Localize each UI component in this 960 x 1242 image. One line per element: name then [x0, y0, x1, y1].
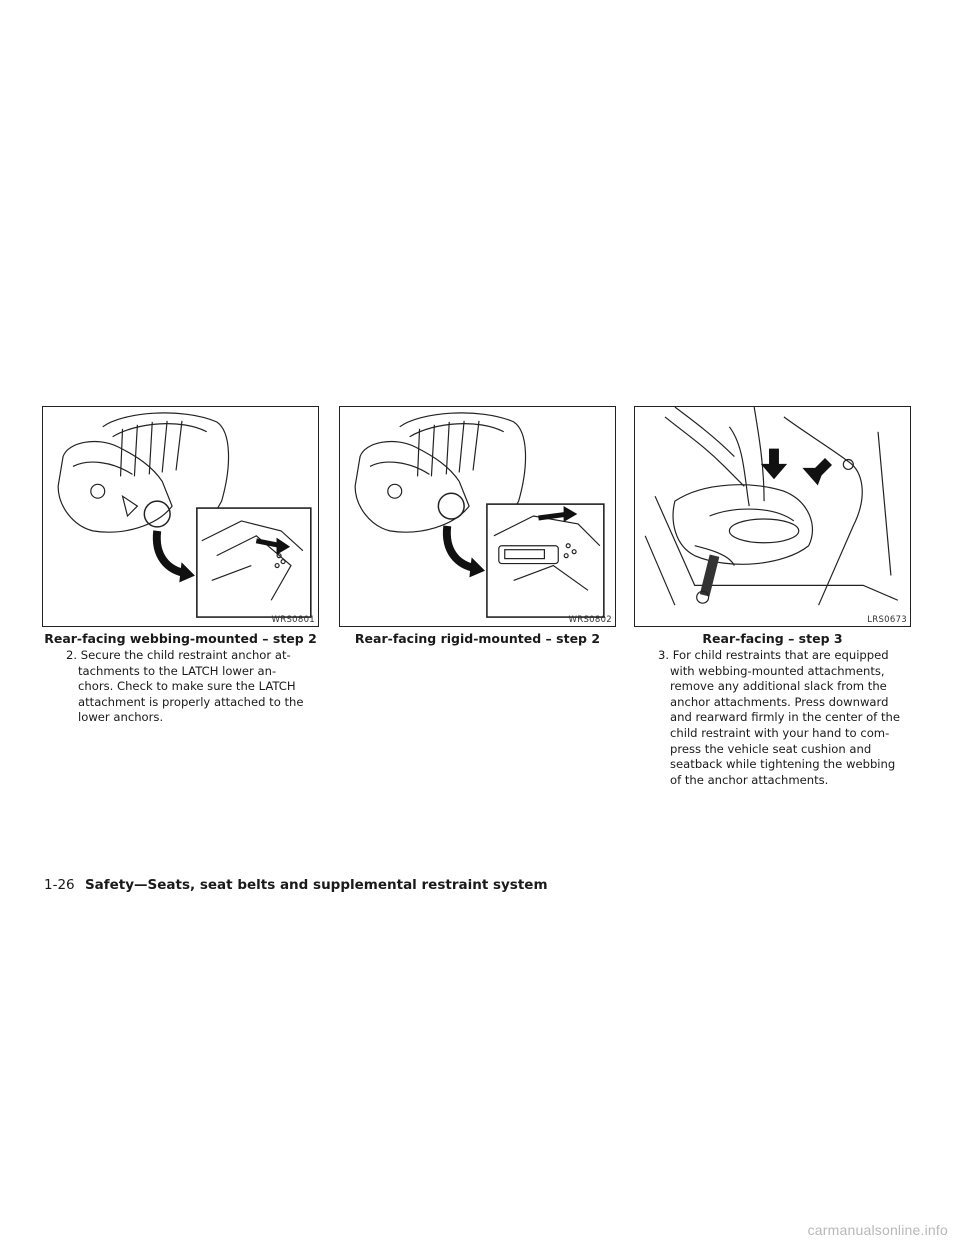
step-line: remove any additional slack from the [670, 679, 887, 694]
page-number: 1-26 [44, 877, 75, 893]
section-title: Safety—Seats, seat belts and supplemental restraint system [84, 877, 548, 893]
watermark: carmanualsonline.info [807, 1222, 948, 1238]
step-3-text [634, 648, 911, 788]
step-line: 3. For child restraints that are equipped [658, 648, 889, 662]
figure-caption: Rear-facing – step 3 [702, 631, 843, 646]
page-footer [44, 877, 548, 893]
figure-caption: Rear-facing rigid-mounted – step 2 [354, 631, 601, 646]
step-2-text [42, 648, 319, 726]
step-line: lower anchors. [78, 710, 164, 725]
hand-press-seat-illustration [635, 407, 910, 626]
figure-caption: Rear-facing webbing-mounted – step 2 [44, 631, 317, 646]
step-line: child restraint with your hand to com- [670, 725, 890, 740]
step-line: chors. Check to make sure the LATCH [78, 679, 296, 694]
step-line: press the vehicle seat cushion and [670, 741, 872, 756]
step-line: seatback while tightening the webbing [670, 757, 896, 772]
step-line: with webbing-mounted attachments, [670, 663, 885, 678]
figure-code: LRS0673 [867, 615, 907, 625]
step-line: tachments to the LATCH lower an- [78, 663, 277, 678]
figure-webbing-mounted [42, 406, 319, 627]
step-line: attachment is properly attached to the [78, 694, 304, 709]
figure-step-3 [634, 406, 911, 627]
seat-latch-rigid-illustration [340, 407, 615, 626]
figure-code: WRS0802 [568, 615, 612, 625]
step-line: and rearward firmly in the center of the [670, 710, 900, 725]
figure-rigid-mounted [339, 406, 616, 627]
step-line: of the anchor attachments. [670, 772, 829, 787]
step-line: anchor attachments. Press downward [670, 694, 889, 709]
step-line: 2. Secure the child restraint anchor at- [66, 648, 291, 662]
figure-code: WRS0801 [271, 615, 315, 625]
seat-latch-webbing-illustration [43, 407, 318, 626]
